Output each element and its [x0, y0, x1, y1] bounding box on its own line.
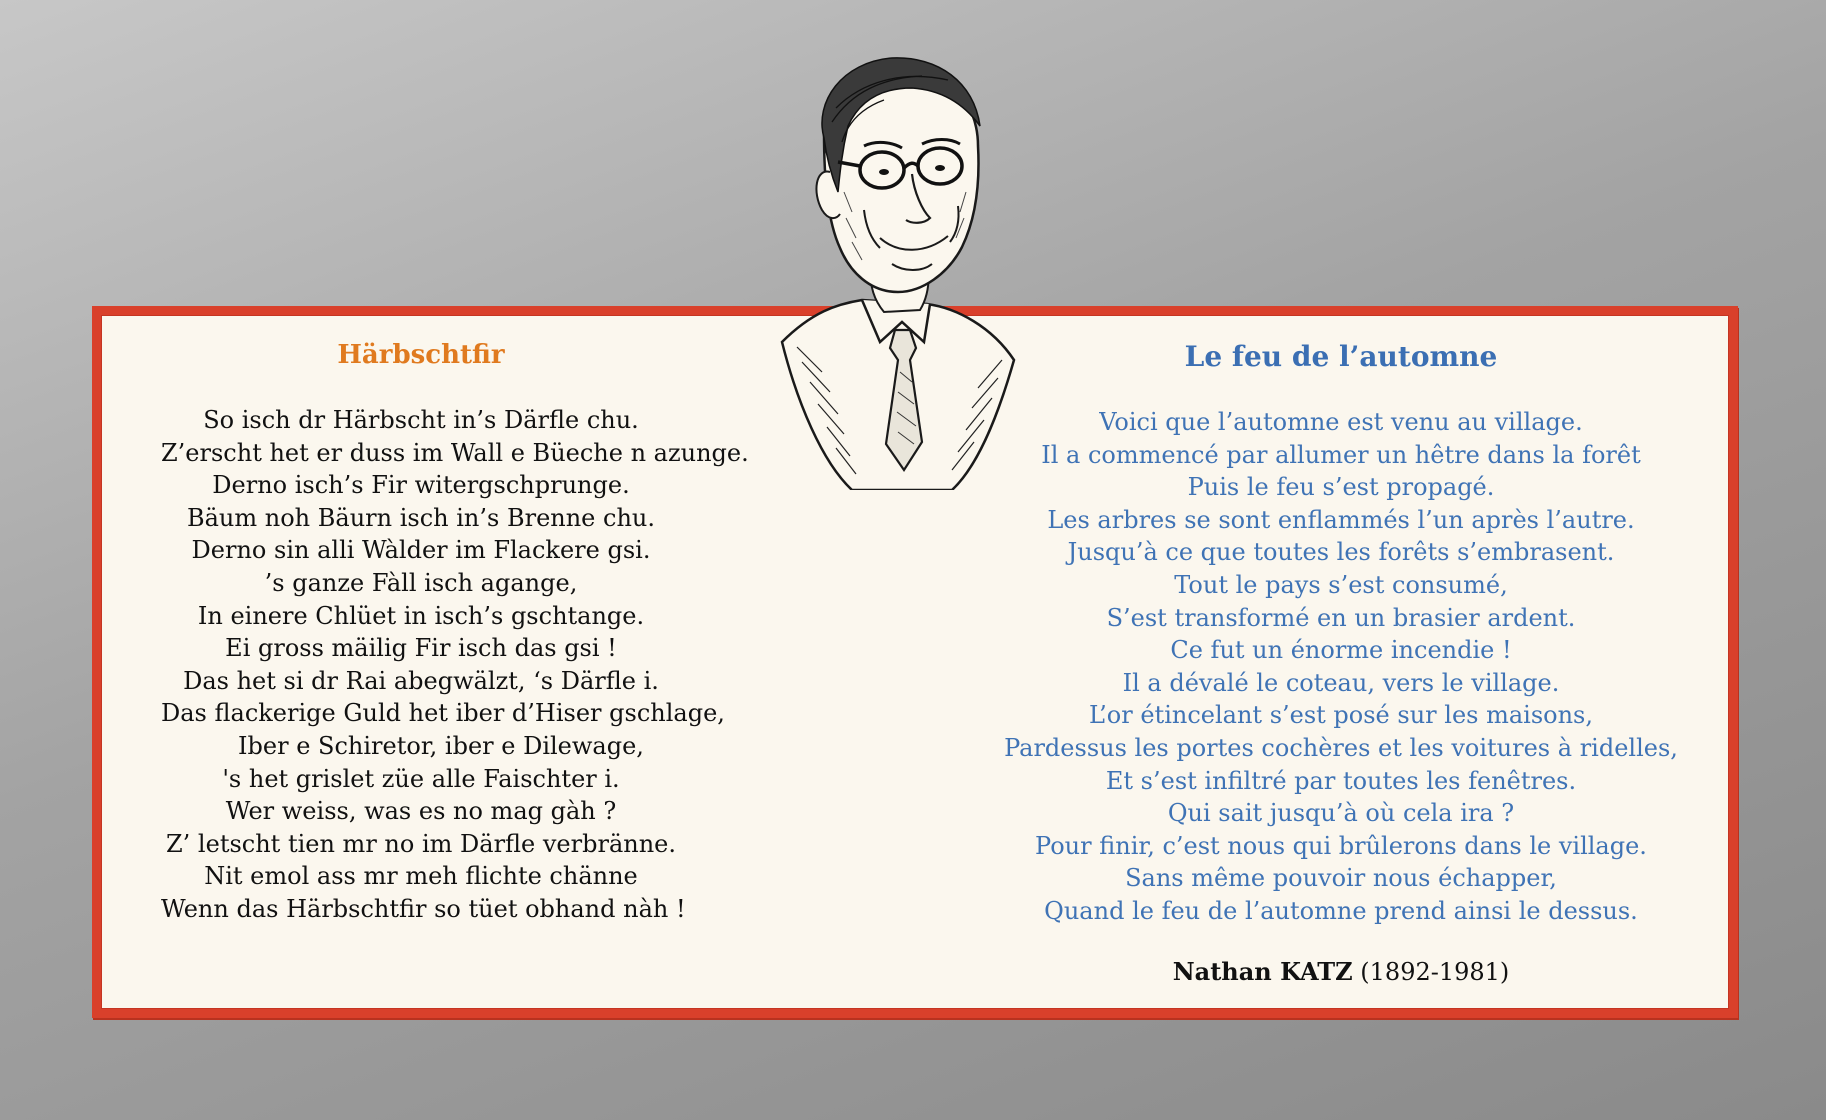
poem-line: Puis le feu s’est propagé.	[1187, 473, 1495, 502]
poem-line: 's het grislet züe alle Faischter i.	[222, 764, 620, 793]
poem-line: Jusqu’à ce que toutes les forêts s’embrasent.	[1067, 538, 1615, 567]
poem-line: Wenn das Härbschtfir so tüet obhand nàh !	[161, 894, 686, 923]
poem-line: S’est transformé en un brasier ardent.	[1106, 603, 1576, 632]
poem-line: In einere Chlüet in isch’s gschtange.	[197, 601, 645, 630]
author-dates: (1892-1981)	[1360, 957, 1510, 986]
author-signature	[971, 956, 1711, 988]
poem-line: Les arbres se sont enflammés l’un après l’autre.	[1047, 505, 1635, 534]
alsatian-poem-lines	[161, 404, 749, 926]
poem-line: L’or étincelant s’est posé sur les maisons,	[1088, 701, 1593, 730]
alsatian-poem-title: Härbschtfir	[337, 340, 505, 370]
poem-line: ’s ganze Fàll isch agange,	[264, 568, 578, 597]
poem-line: Pardessus les portes cochères et les voitures à ridelles,	[1004, 733, 1678, 762]
poem-line: Iber e Schiretor, iber e Dilewage,	[238, 731, 644, 760]
poem-line: Ei gross mäilig Fir isch das gsi !	[225, 634, 617, 663]
poem-line: Nit emol ass mr meh flichte chänne	[204, 862, 638, 891]
poem-line: Tout le pays s’est consumé,	[1174, 570, 1508, 599]
poem-line: Et s’est infiltré par toutes les fenêtres.	[1105, 766, 1577, 795]
alsatian-poem	[161, 315, 749, 926]
poem-line: Voici que l’automne est venu au village.	[1099, 408, 1583, 436]
poem-line: Z’ letscht tien mr no im Därfle verbränne.	[166, 829, 676, 858]
poem-line: Wer weiss, was es no mag gàh ?	[225, 797, 617, 826]
poem-line: Bäum noh Bäurn isch in’s Brenne chu.	[186, 503, 655, 532]
poem-line: Das het si dr Rai abegwälzt, ‘s Därfle i.	[183, 666, 659, 695]
poem-line: Derno isch’s Fir witergschprunge.	[212, 471, 630, 500]
poem-line: Qui sait jusqu’à où cela ira ?	[1167, 799, 1515, 828]
poem-line: So isch dr Härbscht in’s Därfle chu.	[203, 406, 639, 434]
author-portrait-icon	[752, 42, 1032, 490]
french-poem-title: Le feu de l’automne	[1184, 340, 1498, 373]
poem-line: Il a commencé par allumer un hêtre dans la forêt	[1041, 440, 1641, 469]
author-name: Nathan KATZ	[1172, 956, 1353, 986]
poem-line: Ce fut un énorme incendie !	[1170, 636, 1512, 665]
poem-line: Das flackerige Guld het iber d’Hiser gschlage,	[161, 699, 725, 728]
poem-line: Pour finir, c’est nous qui brûlerons dans le village.	[1035, 831, 1647, 860]
poem-line: Il a dévalé le coteau, vers le village.	[1122, 668, 1560, 697]
poem-line: Derno sin alli Wàlder im Flackere gsi.	[191, 536, 651, 565]
poem-line: Quand le feu de l’automne prend ainsi le dessus.	[1044, 896, 1638, 925]
french-poem	[971, 315, 1711, 988]
french-poem-lines	[971, 406, 1711, 928]
poem-line: Z’erscht het er duss im Wall e Büeche n azunge.	[161, 438, 749, 467]
poem-line: Sans même pouvoir nous échapper,	[1125, 864, 1557, 893]
